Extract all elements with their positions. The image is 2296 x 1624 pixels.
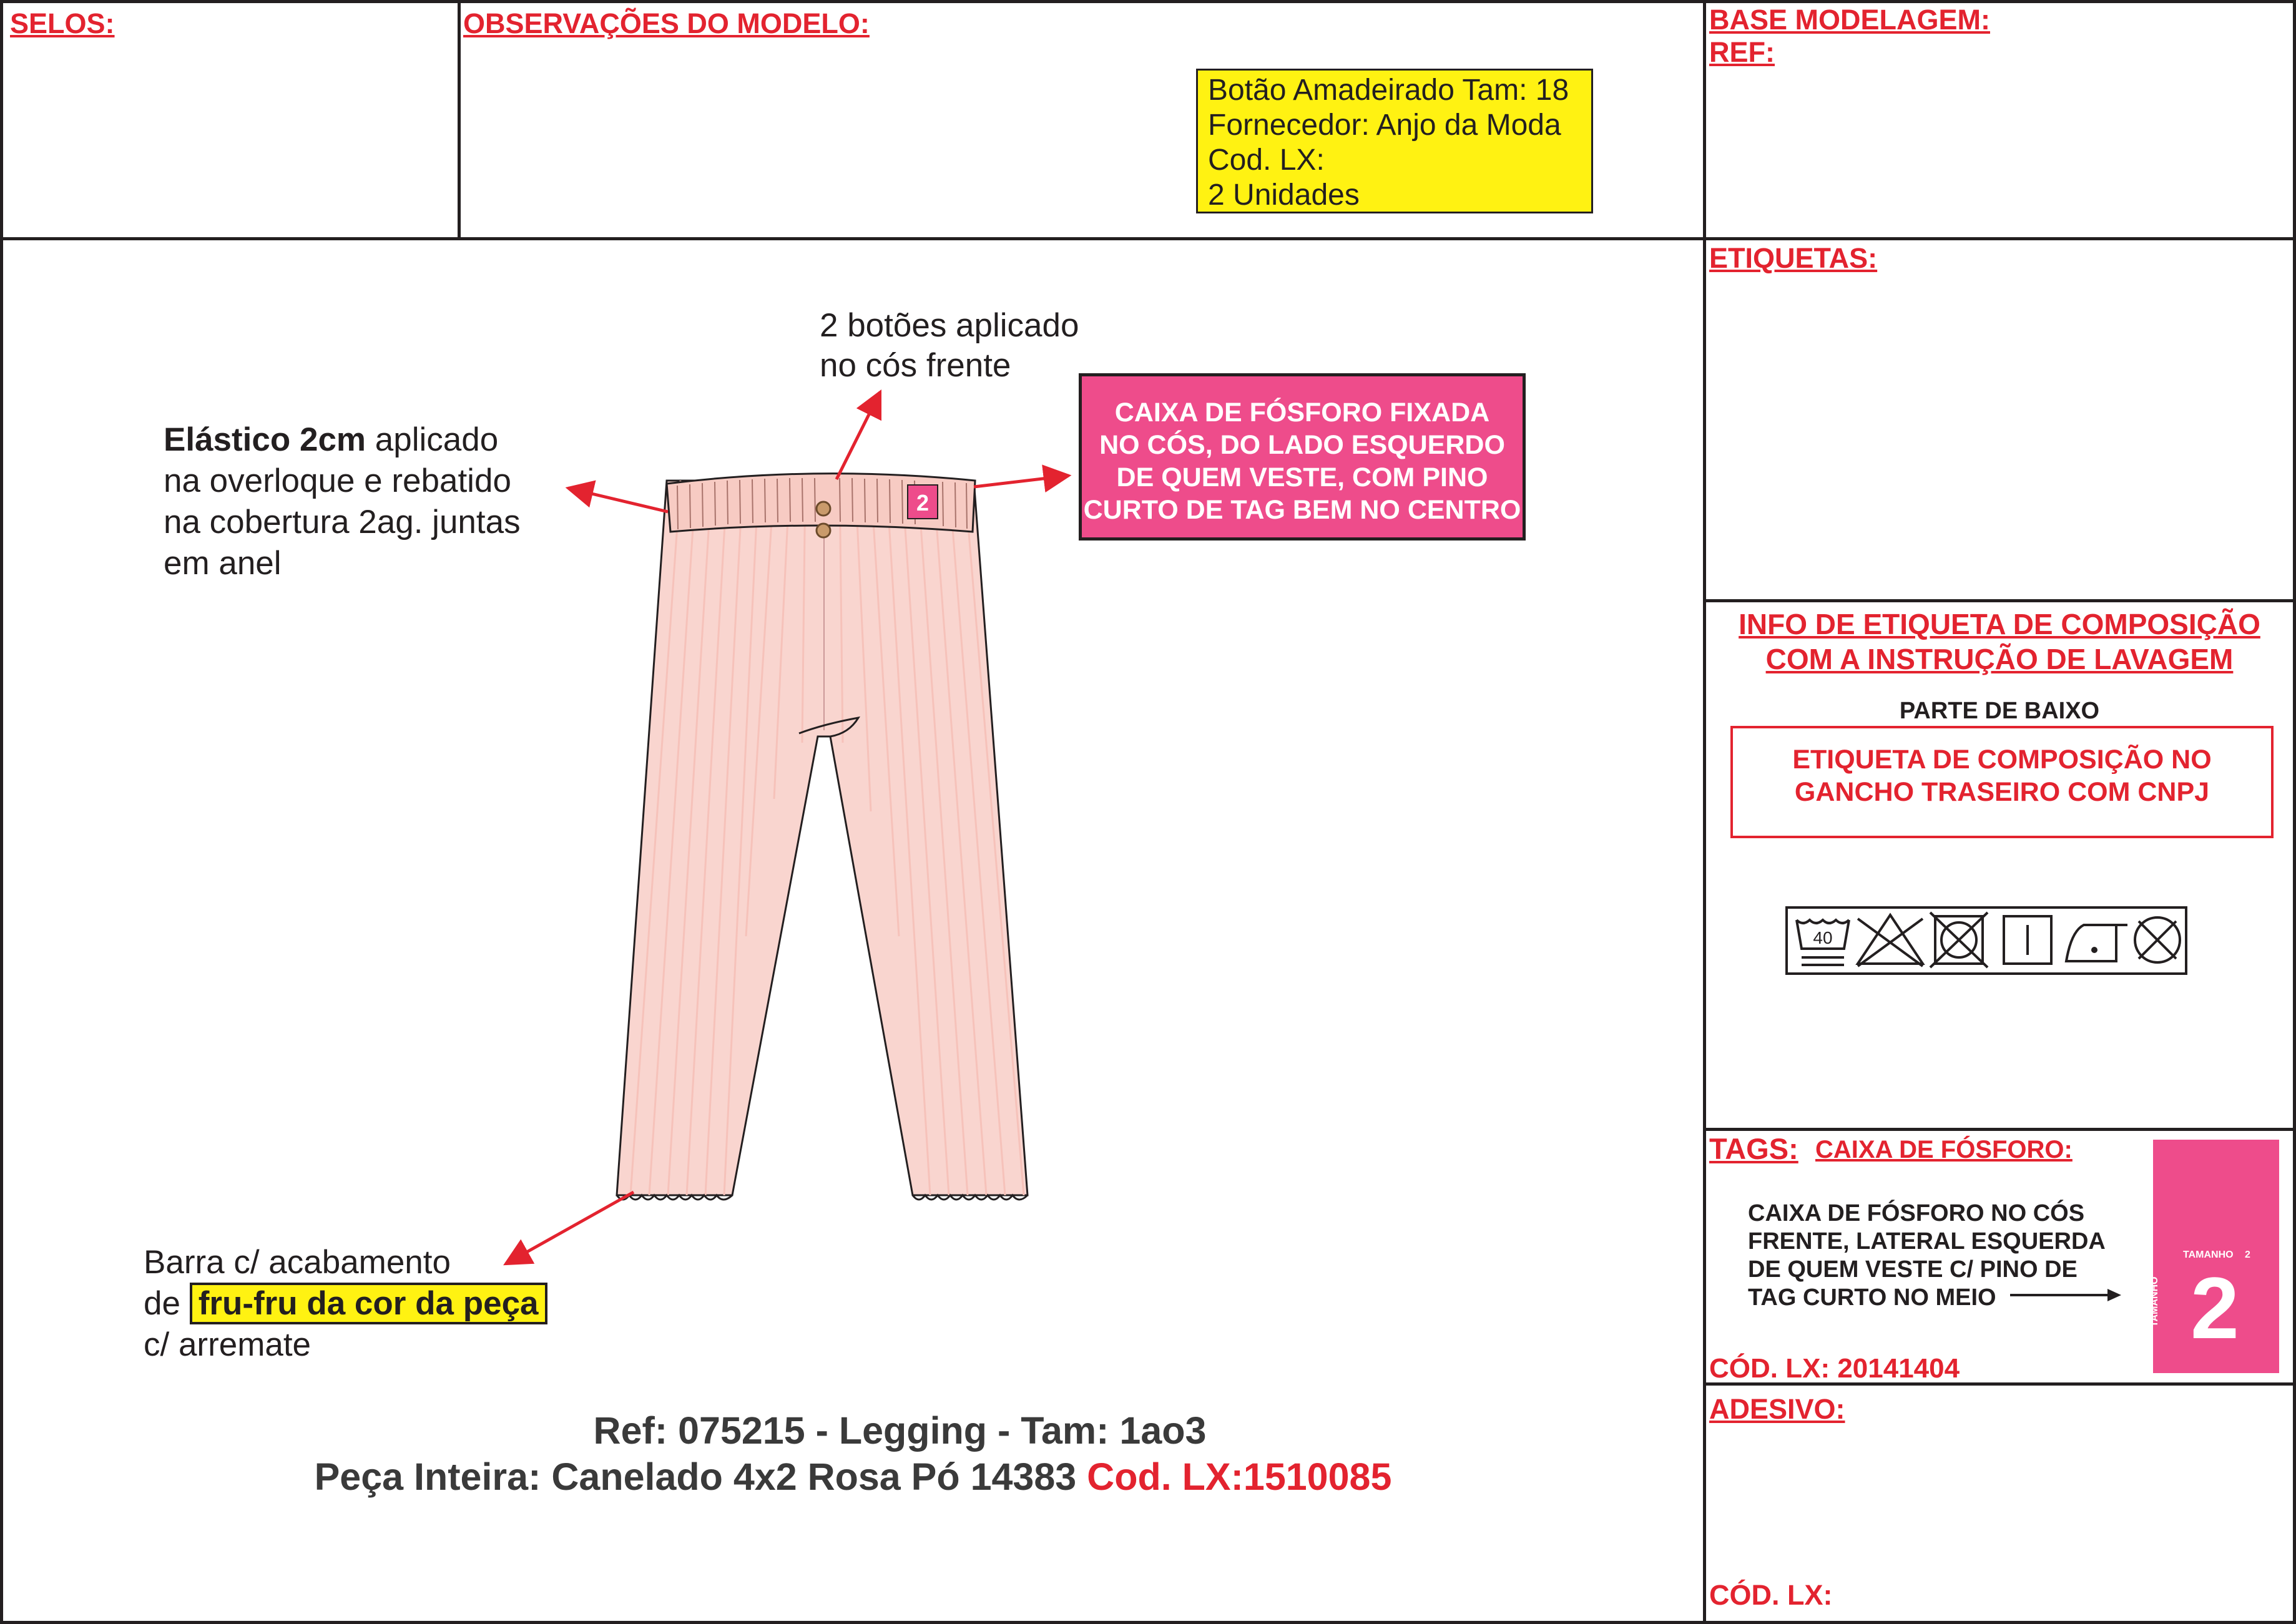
base-modelagem-title: BASE MODELAGEM: xyxy=(1709,4,1990,36)
observacoes-title: OBSERVAÇÕES DO MODELO: xyxy=(463,7,870,39)
hem-note-highlight: fru-fru da cor da peça xyxy=(190,1283,547,1324)
composition-label-line: ETIQUETA DE COMPOSIÇÃO NO xyxy=(1792,745,2212,775)
material-line: Peça Inteira: Canelado 4x2 Rosa Pó 14383 xyxy=(314,1455,1087,1498)
selos-title: SELOS: xyxy=(10,7,115,39)
info-title-line: COM A INSTRUÇÃO DE LAVAGEM xyxy=(1765,643,2234,675)
button-top xyxy=(817,502,830,516)
arrow-elastic xyxy=(568,488,668,512)
button-supplier-note xyxy=(1196,69,1593,213)
arrow-right-icon xyxy=(2010,1288,2122,1303)
composition-label-line: GANCHO TRASEIRO COM CNPJ xyxy=(1794,777,2210,807)
composition-box xyxy=(1703,599,2296,1131)
hem-note-prefix: de xyxy=(144,1285,190,1322)
wash-temp: 40 xyxy=(1813,928,1833,947)
caixa-title: CAIXA DE FÓSFORO: xyxy=(1815,1136,2073,1163)
waist-tag-label: 2 xyxy=(916,490,930,516)
cod-lx-line: Cod. LX:1510085 xyxy=(1087,1455,1392,1498)
care-symbols xyxy=(1785,906,2187,975)
info-title-line: INFO DE ETIQUETA DE COMPOSIÇÃO xyxy=(1739,608,2260,640)
button-note-line: Botão Amadeirado Tam: 18 xyxy=(1208,74,1569,107)
tags-title: TAGS: xyxy=(1709,1132,1798,1165)
adesivo-title: ADESIVO: xyxy=(1709,1393,1845,1425)
button-note-line: Cod. LX: xyxy=(1208,144,1325,177)
ref-line: Ref: 075215 - Legging - Tam: 1ao3 xyxy=(593,1409,1207,1452)
tag-card-small-num: 2 xyxy=(2245,1250,2250,1260)
buttons-note-line: 2 botões aplicado xyxy=(820,307,1079,344)
matchbox-note-line: DE QUEM VESTE, COM PINO xyxy=(1116,462,1488,492)
matchbox-note xyxy=(1079,373,1526,541)
composition-label-box xyxy=(1730,726,2274,838)
tag-card-big-number: 2 xyxy=(2191,1259,2239,1357)
button-note-line: 2 Unidades xyxy=(1208,179,1360,212)
matchbox-note-line: CAIXA DE FÓSFORO FIXADA xyxy=(1114,398,1490,428)
ref-title: REF: xyxy=(1709,36,1775,68)
matchbox-note-line: CURTO DE TAG BEM NO CENTRO xyxy=(1083,495,1521,525)
adesivo-cod-lx: CÓD. LX: xyxy=(1709,1579,1833,1611)
elastic-note-bold: Elástico 2cm xyxy=(164,421,366,458)
etiquetas-title: ETIQUETAS: xyxy=(1709,242,1878,274)
tags-desc-line: TAG CURTO NO MEIO xyxy=(1748,1284,1996,1311)
button-bottom xyxy=(817,524,830,537)
matchbox-note-line: NO CÓS, DO LADO ESQUERDO xyxy=(1099,430,1505,460)
legging-body xyxy=(617,481,1028,1195)
tags-desc-line: CAIXA DE FÓSFORO NO CÓS xyxy=(1748,1200,2085,1226)
parte-de-baixo: PARTE DE BAIXO xyxy=(1899,698,2100,724)
elastic-note-line: na overloque e rebatido xyxy=(164,462,511,499)
tags-cod-lx: CÓD. LX: 20141404 xyxy=(1709,1353,1960,1384)
hem-note-line: Barra c/ acabamento xyxy=(144,1244,451,1281)
hem-note-line: c/ arremate xyxy=(144,1326,312,1363)
elastic-note-rest: aplicado xyxy=(366,421,499,458)
matchbox-tag-card xyxy=(2149,1140,2279,1373)
arrow-matchbox xyxy=(974,476,1069,487)
hem-note xyxy=(144,1242,547,1366)
elastic-note-line: na cobertura 2ag. juntas xyxy=(164,504,521,541)
arrow-buttons xyxy=(836,392,880,479)
elastic-note-line: em anel xyxy=(164,545,282,582)
button-note-line: Fornecedor: Anjo da Moda xyxy=(1208,109,1561,142)
tags-desc-line: DE QUEM VESTE C/ PINO DE xyxy=(1748,1256,2078,1283)
tag-card-vertical-text: TAMANHO xyxy=(2149,1276,2160,1327)
buttons-note-line: no cós frente xyxy=(820,347,1011,384)
buttons-note xyxy=(820,306,1079,386)
elastic-note xyxy=(164,419,521,584)
composition-info-title xyxy=(1706,607,2293,677)
tag-card-small-text: TAMANHO xyxy=(2183,1250,2234,1260)
etiquetas-box xyxy=(1703,237,2296,602)
tags-desc-line: FRENTE, LATERAL ESQUERDA xyxy=(1748,1228,2106,1255)
footer-info xyxy=(0,1407,1706,1500)
